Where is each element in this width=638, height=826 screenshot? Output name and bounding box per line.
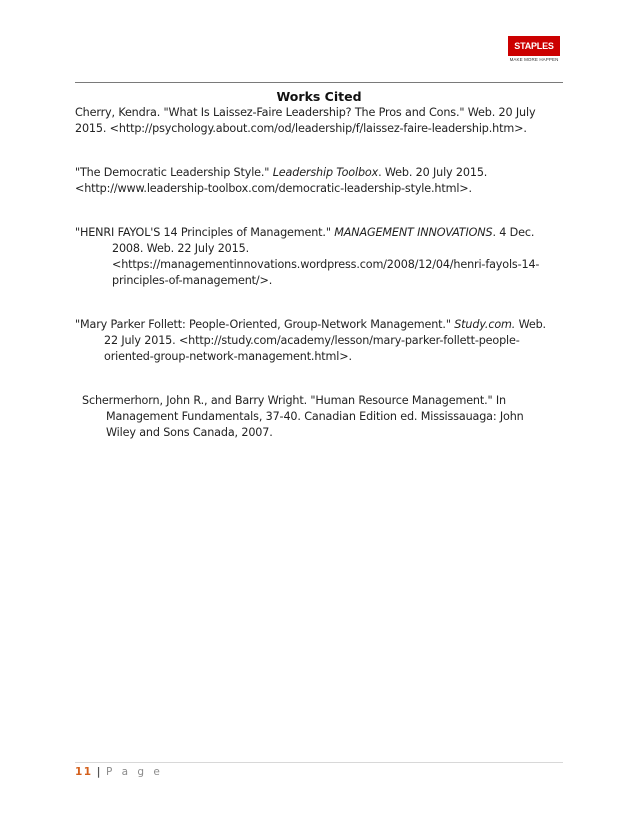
citation-line: principles-of-management/>.	[112, 274, 273, 287]
citation-line: 2008. Web. 22 July 2015.	[112, 242, 249, 255]
citation-line: <http://www.leadership-toolbox.com/democratic-leadership-style.html>.	[75, 182, 472, 195]
citation-entry	[75, 105, 545, 137]
citation-line: Wiley and Sons Canada, 2007.	[106, 426, 273, 439]
logo-wordmark: STAPLES	[508, 36, 560, 56]
source-title: MANAGEMENT INNOVATIONS	[334, 226, 493, 239]
citation-line: <https://managementinnovations.wordpress.com/2008/12/04/henri-fayols-14-	[112, 258, 540, 271]
page-title: Works Cited	[276, 89, 362, 104]
citation-line: Management Fundamentals, 37-40. Canadian Edition ed. Mississauaga: John	[106, 410, 524, 423]
citation-entry	[75, 165, 545, 197]
citation-line: 2015. <http://psychology.about.com/od/leadership/f/laissez-faire-leadership.htm>.	[75, 122, 527, 135]
citation-line: oriented-group-network-management.html>.	[104, 350, 352, 363]
citation-line: "Mary Parker Follett: People-Oriented, Group-Network Management." Study.com. Web.	[75, 318, 546, 331]
citation-entry	[75, 317, 545, 365]
page-footer	[75, 766, 163, 778]
citation-entry	[75, 225, 545, 289]
logo-tagline: MAKE MORE HAPPEN	[509, 57, 559, 62]
citation-line: "HENRI FAYOL'S 14 Principles of Management." MANAGEMENT INNOVATIONS. 4 Dec.	[75, 226, 535, 239]
page-number: 11	[75, 766, 93, 778]
source-title: Study.com.	[454, 318, 516, 331]
citation-line: Cherry, Kendra. "What Is Laissez-Faire Leadership? The Pros and Cons." Web. 20 July	[75, 106, 536, 119]
page-label: P a g e	[105, 766, 163, 778]
header-divider	[75, 82, 563, 83]
citation-line: Schermerhorn, John R., and Barry Wright. "Human Resource Management." In	[82, 394, 507, 407]
footer-separator: |	[96, 766, 102, 778]
citation-entry	[75, 393, 545, 441]
footer-divider	[75, 762, 563, 763]
source-title: Leadership Toolbox	[272, 166, 379, 179]
citation-line: 22 July 2015. <http://study.com/academy/lesson/mary-parker-follett-people-	[104, 334, 520, 347]
staples-logo	[508, 36, 560, 64]
citation-line: "The Democratic Leadership Style." Leadership Toolbox. Web. 20 July 2015.	[75, 166, 488, 179]
citation-list	[75, 105, 545, 479]
